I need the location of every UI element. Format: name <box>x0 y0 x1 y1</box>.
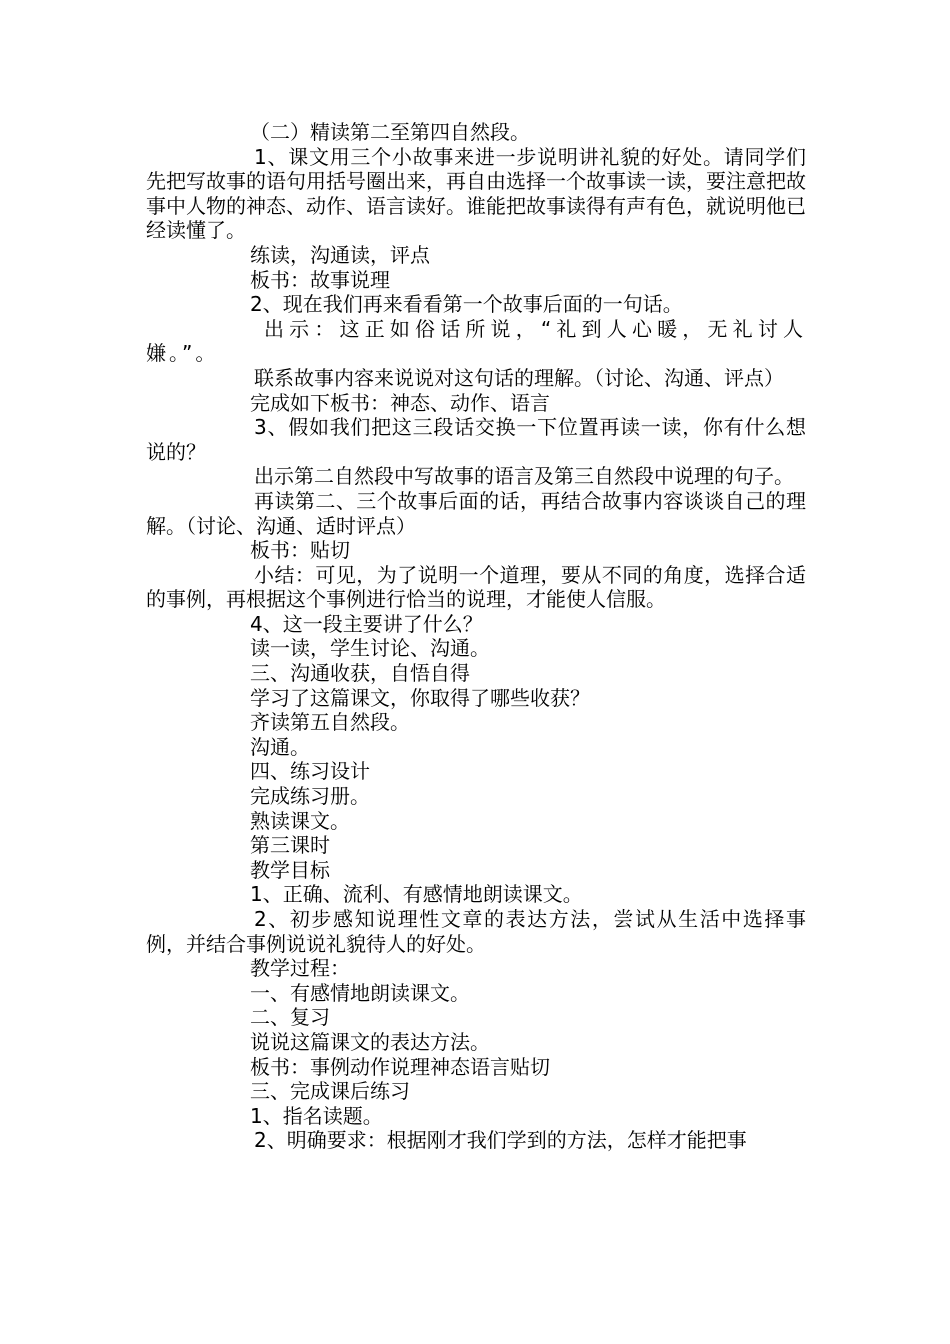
paragraph: 一、有感情地朗读课文。 <box>250 980 470 1005</box>
paragraph: 再读第二、三个故事后面的话，再结合故事内容谈谈自己的理解。（讨论、沟通、适时评点） <box>146 488 806 538</box>
paragraph: 3、假如我们把这三段话交换一下位置再读一读，你有什么想说的？ <box>146 415 806 464</box>
document-body <box>146 120 806 1153</box>
paragraph: 板书：故事说理 <box>250 267 390 292</box>
paragraph: 4、这一段主要讲了什么？ <box>250 611 483 636</box>
paragraph: 教学目标 <box>250 857 330 882</box>
paragraph: 1、课文用三个小故事来进一步说明讲礼貌的好处。请同学们先把写故事的语句用括号圈出来，再自由选择一个故事读一读，要注意把故事中人物的神态、动作、语言读好。谁能把故事读得有声有色，就说明他已经读懂了。 <box>146 144 806 243</box>
paragraph: 1、指名读题。 <box>250 1103 383 1128</box>
paragraph: （二）精读第二至第四自然段。 <box>250 120 530 144</box>
paragraph: 熟读课文。 <box>250 808 350 833</box>
paragraph: 教学过程： <box>250 956 350 981</box>
paragraph: 读一读，学生讨论、沟通。 <box>250 636 490 661</box>
paragraph: 练读，沟通读，评点 <box>250 242 430 267</box>
paragraph: 板书：事例动作说理神态语言贴切 <box>250 1054 550 1079</box>
paragraph: 1、正确、流利、有感情地朗读课文。 <box>250 882 583 907</box>
paragraph: 四、练习设计 <box>250 759 370 784</box>
paragraph: 三、沟通收获，自悟自得 <box>250 661 470 686</box>
paragraph: 第三课时 <box>250 833 330 858</box>
paragraph: 联系故事内容来说说对这句话的理解。（讨论、沟通、评点） <box>254 365 784 390</box>
paragraph: 完成如下板书：神态、动作、语言 <box>250 390 550 415</box>
paragraph: 小结：可见，为了说明一个道理，要从不同的角度，选择合适的事例，再根据这个事例进行恰当的说理，才能使人信服。 <box>146 562 806 612</box>
paragraph: 沟通。 <box>250 734 310 759</box>
paragraph: 说说这篇课文的表达方法。 <box>250 1029 490 1054</box>
paragraph: 2、现在我们再来看看第一个故事后面的一句话。 <box>250 292 683 317</box>
paragraph: 板书：贴切 <box>250 538 350 563</box>
paragraph: 学习了这篇课文，你取得了哪些收获？ <box>250 685 590 710</box>
paragraph: 二、复习 <box>250 1005 330 1030</box>
paragraph: 出示：这正如俗话所说，“礼到人心暖，无礼讨人嫌。”。 <box>146 316 806 366</box>
paragraph: 三、完成课后练习 <box>250 1079 410 1104</box>
paragraph: 完成练习册。 <box>250 784 370 809</box>
paragraph: 出示第二自然段中写故事的语言及第三自然段中说理的句子。 <box>254 464 794 489</box>
paragraph: 2、明确要求：根据刚才我们学到的方法，怎样才能把事 <box>254 1128 747 1153</box>
paragraph: 2、初步感知说理性文章的表达方法，尝试从生活中选择事例，并结合事例说说礼貌待人的好处。 <box>146 907 806 956</box>
paragraph: 齐读第五自然段。 <box>250 710 410 735</box>
